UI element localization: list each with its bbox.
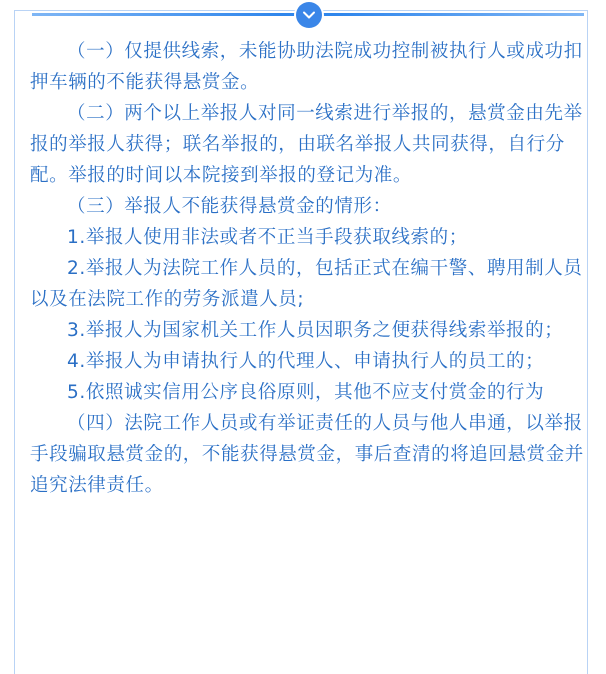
paragraph-clause-two: （二）两个以上举报人对同一线索进行举报的，悬赏金由先举报的举报人获得；联名举报的，由联名举报人共同获得，自行分配。举报的时间以本院接到举报的登记为准。 [30, 103, 583, 186]
list-item-4: 4.举报人为申请执行人的代理人、申请执行人的员工的； [67, 351, 545, 372]
article-body [30, 36, 584, 501]
paragraph-clause-four: （四）法院工作人员或有举证责任的人员与他人串通，以举报手段骗取悬赏金的，不能获得悬赏金，事后查清的将追回悬赏金并追究法律责任。 [30, 413, 584, 496]
list-item-2: 2.举报人为法院工作人员的，包括正式在编干警、聘用制人员以及在法院工作的劳务派遣人员; [30, 258, 583, 310]
paragraph-clause-three-heading: （三）举报人不能获得悬赏金的情形： [67, 196, 392, 217]
list-item-3: 3.举报人为国家机关工作人员因职务之便获得线索举报的； [67, 320, 564, 341]
paragraph-clause-one: （一）仅提供线索，未能协助法院成功控制被执行人或成功扣押车辆的不能获得悬赏金。 [30, 41, 583, 93]
list-item-5: 5.依照诚实信用公序良俗原则，其他不应支付赏金的行为 [67, 382, 545, 403]
list-item-1: 1.举报人使用非法或者不正当手段获取线索的； [67, 227, 468, 248]
chevron-down-icon [296, 2, 322, 28]
